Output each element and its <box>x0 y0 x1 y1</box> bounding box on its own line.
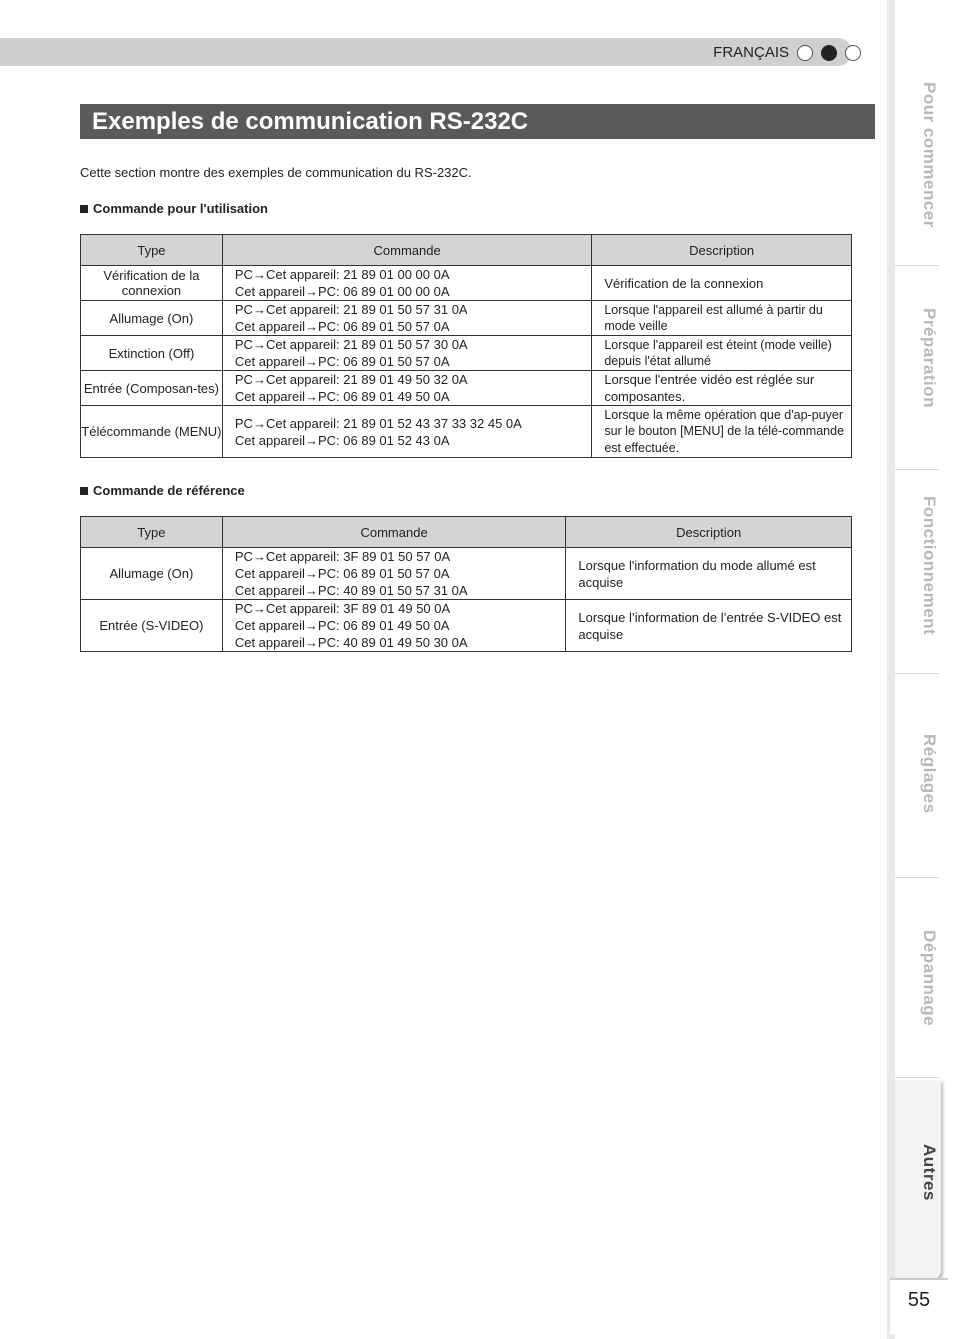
description-cell: Vérification de la connexion <box>592 266 852 301</box>
intro-text: Cette section montre des exemples de communication du RS-232C. <box>80 165 472 180</box>
table-row <box>81 548 852 600</box>
table-row <box>81 600 852 652</box>
command-cell: PC→Cet appareil: 21 89 01 52 43 37 33 32 45 0A Cet appareil→PC: 06 89 01 52 43 0A <box>222 406 591 458</box>
type-cell: Allumage (On) <box>81 301 223 336</box>
description-cell: Lorsque la même opération que d'ap-puyer sur le bouton [MENU] de la télé-commande est effectuée. <box>592 406 852 458</box>
column-header: Commande <box>222 517 566 548</box>
description-cell: Lorsque l'information du mode allumé est acquise <box>566 548 852 600</box>
table-header-row <box>81 517 852 548</box>
page-title: Exemples de communication RS-232C <box>80 104 875 139</box>
command-table-utilisation <box>80 234 852 458</box>
command-cell: PC→Cet appareil: 21 89 01 50 57 31 0A Cet appareil→PC: 06 89 01 50 57 0A <box>222 301 591 336</box>
tab-preparation[interactable]: Préparation <box>895 270 939 470</box>
side-rail <box>887 0 895 1339</box>
type-cell: Entrée (S-VIDEO) <box>81 600 223 652</box>
description-cell: Lorsque l’information de l’entrée S-VIDEO est acquise <box>566 600 852 652</box>
description-cell: Lorsque l'entrée vidéo est réglée sur composantes. <box>592 371 852 406</box>
command-cell: PC→Cet appareil: 3F 89 01 49 50 0A Cet appareil→PC: 06 89 01 49 50 0A Cet appareil→PC: 40 89 01 49 50 30 0A <box>222 600 566 652</box>
circle-filled-icon <box>821 45 837 61</box>
tab-pour-commencer[interactable]: Pour commencer <box>895 66 939 266</box>
circle-empty-icon <box>797 45 813 61</box>
type-cell: Extinction (Off) <box>81 336 223 371</box>
tab-depannage[interactable]: Dépannage <box>895 882 939 1078</box>
type-cell: Télécommande (MENU) <box>81 406 223 458</box>
command-table-reference <box>80 516 852 652</box>
type-cell: Allumage (On) <box>81 548 223 600</box>
language-label: FRANÇAIS <box>713 44 789 61</box>
tab-reglages[interactable]: Réglages <box>895 678 939 878</box>
section-heading-reference: Commande de référence <box>80 483 245 498</box>
section-heading-utilisation: Commande pour l'utilisation <box>80 201 268 216</box>
description-cell: Lorsque l'appareil est allumé à partir du mode veille <box>592 301 852 336</box>
language-indicator <box>713 44 861 61</box>
command-cell: PC→Cet appareil: 21 89 01 50 57 30 0A Cet appareil→PC: 06 89 01 50 57 0A <box>222 336 591 371</box>
table-row <box>81 336 852 371</box>
column-header: Type <box>81 235 223 266</box>
table-row <box>81 301 852 336</box>
command-cell: PC→Cet appareil: 21 89 01 49 50 32 0A Cet appareil→PC: 06 89 01 49 50 0A <box>222 371 591 406</box>
column-header: Description <box>592 235 852 266</box>
page-number: 55 <box>890 1278 948 1334</box>
square-bullet-icon <box>80 487 88 495</box>
type-cell: Entrée (Composan-tes) <box>81 371 223 406</box>
table-row <box>81 406 852 458</box>
tab-autres[interactable]: Autres <box>920 1144 939 1201</box>
table-row <box>81 266 852 301</box>
square-bullet-icon <box>80 205 88 213</box>
table-header-row <box>81 235 852 266</box>
type-cell: Vérification de la connexion <box>81 266 223 301</box>
circle-empty-icon <box>845 45 861 61</box>
side-tab-bar <box>887 0 954 1339</box>
command-cell: PC→Cet appareil: 3F 89 01 50 57 0A Cet appareil→PC: 06 89 01 50 57 0A Cet appareil→PC: 40 89 01 50 57 31 0A <box>222 548 566 600</box>
column-header: Type <box>81 517 223 548</box>
tab-fonctionnement[interactable]: Fonctionnement <box>895 474 939 674</box>
column-header: Description <box>566 517 852 548</box>
command-cell: PC→Cet appareil: 21 89 01 00 00 0A Cet appareil→PC: 06 89 01 00 00 0A <box>222 266 591 301</box>
description-cell: Lorsque l'appareil est éteint (mode veille) depuis l'état allumé <box>592 336 852 371</box>
table-row <box>81 371 852 406</box>
column-header: Commande <box>222 235 591 266</box>
